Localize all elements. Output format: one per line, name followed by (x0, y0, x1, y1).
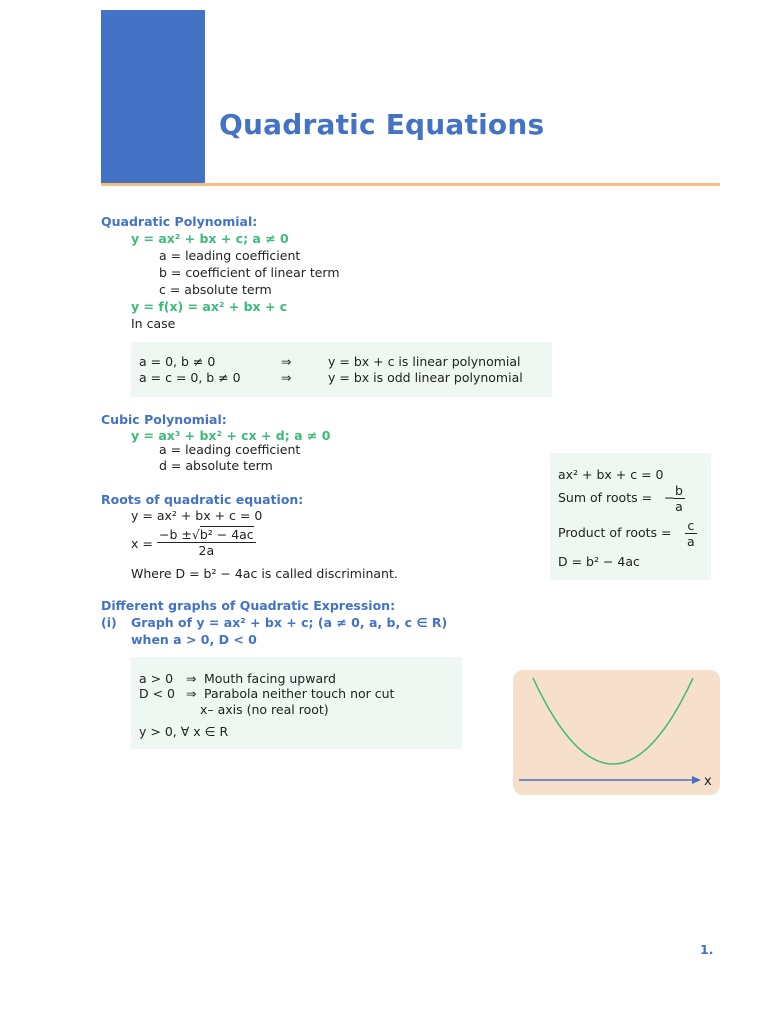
heading-cubic-polynomial: Cubic Polynomial: (101, 412, 227, 427)
case-condition: a = 0, b ≠ 0 (139, 354, 216, 369)
equation-cubic: y = ax³ + bx² + cx + d; a ≠ 0 (131, 428, 331, 443)
graph-item-condition: when a > 0, D < 0 (131, 632, 257, 647)
implies-arrow: ⇒ (281, 354, 292, 369)
product-numerator: c (685, 518, 697, 534)
product-fraction (685, 518, 697, 549)
sqrt-symbol-icon: √ (191, 527, 200, 542)
equation-quadratic: y = ax² + bx + c; a ≠ 0 (131, 231, 289, 246)
graph-conditions-box (131, 657, 462, 749)
page-number: 1. (700, 942, 714, 957)
case-result: y = bx is odd linear polynomial (328, 370, 523, 385)
parabola-curve (533, 678, 693, 764)
sum-numerator: b (675, 483, 683, 498)
roots-equation: y = ax² + bx + c = 0 (131, 508, 263, 523)
heading-graphs: Different graphs of Quadratic Expression: (101, 598, 396, 613)
discriminant-formula: D = b² − 4ac (558, 554, 640, 569)
parabola-chart-panel (513, 670, 720, 795)
definition-line: c = absolute term (159, 282, 272, 297)
side-equation: ax² + bx + c = 0 (558, 467, 664, 482)
quadratic-formula-fraction (157, 527, 256, 558)
condition-left: D < 0 (139, 686, 175, 701)
quadratic-formula-numerator (157, 527, 256, 543)
definition-line: b = coefficient of linear term (159, 265, 340, 280)
implies-arrow: ⇒ (186, 686, 197, 701)
x-axis-arrowhead-icon (692, 776, 701, 784)
parabola-chart (513, 670, 720, 795)
sum-fraction (673, 483, 685, 514)
graph-item-number: (i) (101, 615, 117, 630)
numerator-prefix: −b ± (159, 527, 192, 542)
condition-continuation: x– axis (no real root) (200, 702, 329, 717)
radicand: b² − 4ac (199, 527, 254, 542)
quadratic-formula-denominator: 2a (198, 543, 215, 558)
implies-arrow: ⇒ (281, 370, 292, 385)
page-title: Quadratic Equations (219, 108, 545, 141)
x-equals-label: x = (131, 536, 153, 551)
in-case-text: In case (131, 316, 176, 331)
condition-left: a > 0 (139, 671, 174, 686)
sum-sign: − (664, 490, 675, 505)
sum-denominator: a (675, 499, 683, 514)
roots-summary-box (550, 453, 711, 580)
product-of-roots-label: Product of roots = (558, 525, 672, 540)
sum-of-roots-label: Sum of roots = (558, 490, 653, 505)
condition-right: Parabola neither touch nor cut (204, 686, 395, 701)
case-result: y = bx + c is linear polynomial (328, 354, 521, 369)
x-axis-label: x (704, 774, 712, 789)
graph-item-text: Graph of y = ax² + bx + c; (a ≠ 0, a, b, c ∈ R) (131, 615, 448, 630)
definition-line: a = leading coefficient (159, 248, 301, 263)
cases-box (131, 342, 552, 397)
equation-function-form: y = f(x) = ax² + bx + c (131, 299, 288, 314)
definition-line: a = leading coefficient (159, 442, 301, 457)
definition-line: d = absolute term (159, 458, 273, 473)
implies-arrow: ⇒ (186, 671, 197, 686)
condition-final: y > 0, ∀ x ∈ R (139, 724, 229, 739)
heading-quadratic-polynomial: Quadratic Polynomial: (101, 214, 258, 229)
case-condition: a = c = 0, b ≠ 0 (139, 370, 241, 385)
header-color-block (101, 10, 205, 184)
condition-right: Mouth facing upward (204, 671, 336, 686)
product-denominator: a (687, 534, 695, 549)
heading-roots: Roots of quadratic equation: (101, 492, 304, 507)
header-rule (101, 183, 720, 186)
discriminant-note: Where D = b² − 4ac is called discriminant. (131, 566, 398, 581)
